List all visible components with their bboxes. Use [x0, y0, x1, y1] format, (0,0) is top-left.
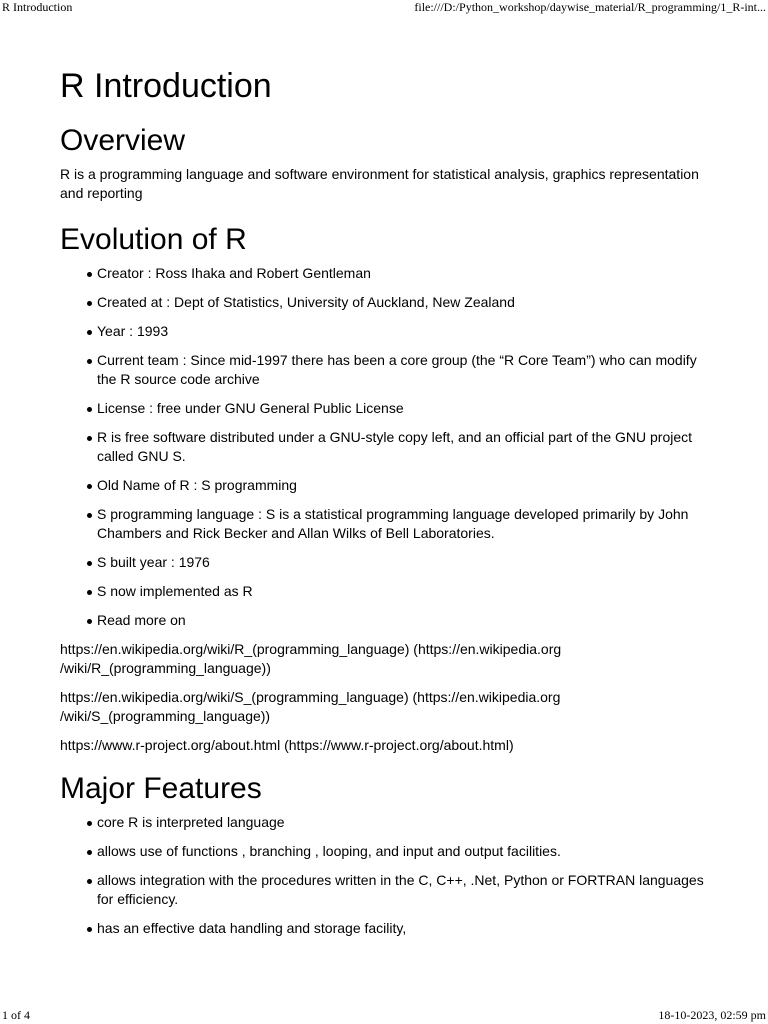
list-item: allows integration with the procedures written in the C, C++, .Net, Python or FORTRAN languages for efficiency. [60, 871, 710, 909]
list-item: Created at : Dept of Statistics, University of Auckland, New Zealand [60, 293, 710, 312]
list-item: allows use of functions , branching , looping, and input and output facilities. [60, 842, 710, 861]
page-counter: 1 of 4 [2, 1008, 30, 1022]
list-item: Current team : Since mid-1997 there has been a core group (the “R Core Team”) who can modify the R source code archive [60, 351, 710, 389]
print-header-title: R Introduction [2, 0, 73, 14]
print-footer [0, 1008, 768, 1024]
list-item: S built year : 1976 [60, 553, 710, 572]
features-heading: Major Features [60, 772, 262, 805]
list-item: has an effective data handling and storage facility, [60, 919, 710, 938]
print-datetime: 18-10-2023, 02:59 pm [658, 1008, 766, 1022]
list-item: Year : 1993 [60, 322, 710, 341]
overview-text: R is a programming language and software environment for statistical analysis, graphics representation and reporting [60, 166, 699, 201]
print-header [0, 0, 768, 16]
list-item: License : free under GNU General Public License [60, 399, 710, 418]
features-list [60, 813, 710, 938]
evolution-list [60, 264, 710, 630]
page-title: R Introduction [60, 67, 272, 105]
list-item: S programming language : S is a statistical programming language developed primarily by John Chambers and Rick Becker and Allan Wilks of Bell Laboratories. [60, 505, 710, 543]
list-item: S now implemented as R [60, 582, 710, 601]
print-header-url: file:///D:/Python_workshop/daywise_material/R_programming/1_R-int... [414, 0, 766, 14]
overview-heading: Overview [60, 124, 186, 157]
list-item: Old Name of R : S programming [60, 476, 710, 495]
link-wikipedia-r[interactable]: https://en.wikipedia.org/wiki/R_(programming_language) (https://en.wikipedia.org /wiki/R_(programming_language)) [60, 641, 562, 676]
document-content [60, 58, 710, 948]
evolution-heading: Evolution of R [60, 223, 247, 256]
list-item: R is free software distributed under a GNU-style copy left, and an official part of the GNU project called GNU S. [60, 428, 710, 466]
list-item: Creator : Ross Ihaka and Robert Gentleman [60, 264, 710, 283]
reference-links [60, 640, 710, 755]
list-item: Read more on [60, 611, 710, 630]
link-r-project[interactable]: https://www.r-project.org/about.html (https://www.r-project.org/about.html) [60, 737, 514, 753]
link-wikipedia-s[interactable]: https://en.wikipedia.org/wiki/S_(programming_language) (https://en.wikipedia.org /wiki/S_(programming_language)) [60, 689, 561, 724]
list-item: core R is interpreted language [60, 813, 710, 832]
